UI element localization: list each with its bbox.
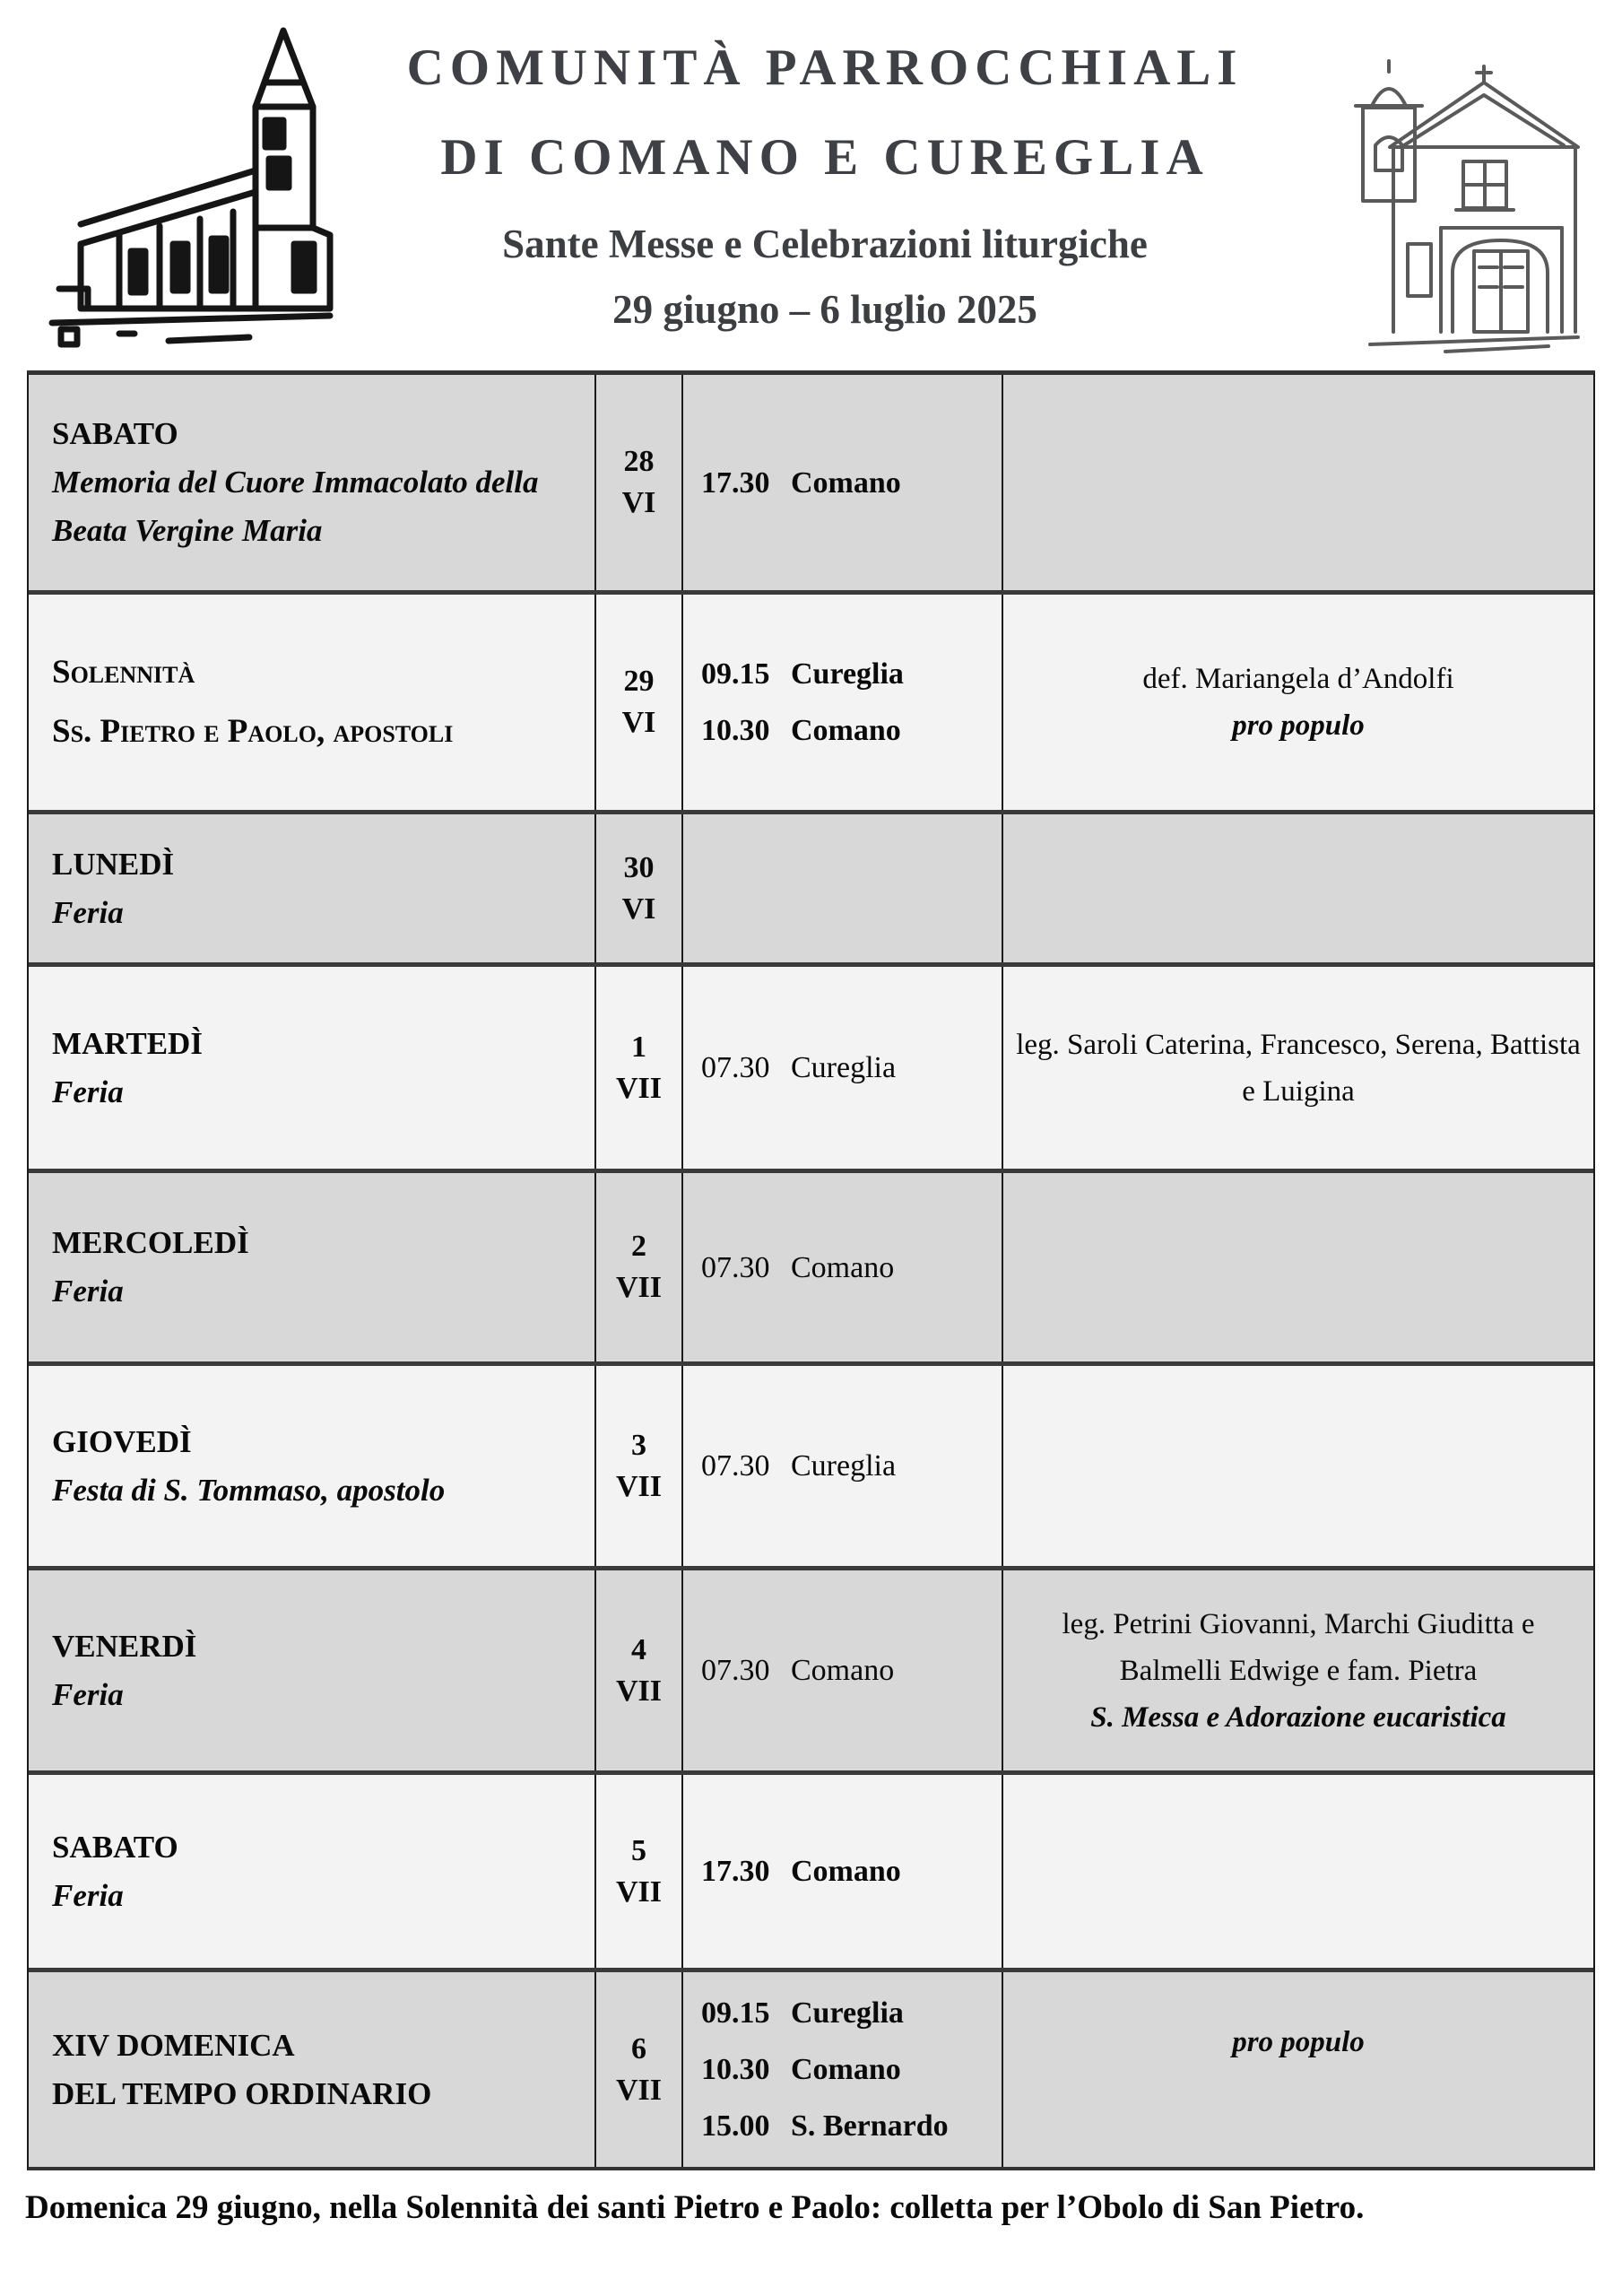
mass-line: 07.30 Comano — [701, 1250, 895, 1284]
date-number: 4 — [631, 1632, 646, 1666]
feast-name: DEL TEMPO ORDINARIO — [52, 2075, 432, 2111]
table-row — [29, 810, 1593, 962]
intention-line: pro populo — [1232, 2026, 1365, 2058]
date-cell — [596, 967, 683, 1169]
date-month: VII — [615, 1271, 663, 1304]
day-cell — [29, 375, 596, 590]
time-cell — [683, 375, 1003, 590]
date-cell — [596, 595, 683, 810]
table-row — [29, 590, 1593, 810]
mass-line: 07.30 Comano — [701, 1654, 895, 1687]
mass-line: 07.30 Cureglia — [701, 1449, 897, 1483]
intention-cell — [1003, 375, 1593, 590]
table-row — [29, 1566, 1593, 1770]
table-row — [29, 375, 1593, 590]
day-cell — [29, 1366, 596, 1566]
intention-cell — [1003, 1972, 1593, 2167]
time-cell — [683, 1366, 1003, 1566]
date-month: VI — [621, 891, 656, 926]
date-number: 1 — [631, 1030, 646, 1064]
day-cell — [29, 1972, 596, 2167]
mass-line: 09.15 Cureglia — [701, 657, 904, 691]
date-month: VI — [621, 486, 656, 519]
day-cell — [29, 1173, 596, 1361]
feast-name: Feria — [52, 1676, 124, 1712]
date-number: 28 — [623, 445, 655, 478]
date-month: VII — [615, 1674, 663, 1708]
date-cell — [596, 1173, 683, 1361]
feast-name: Memoria del Cuore Immacolato della Beata Vergine Maria — [52, 465, 539, 548]
time-cell — [683, 967, 1003, 1169]
date-cell — [596, 1972, 683, 2167]
intention-cell — [1003, 814, 1593, 962]
table-row — [29, 1770, 1593, 1968]
mass-line: 09.15 Cureglia — [701, 1996, 904, 2030]
day-name: Solennità — [52, 654, 195, 691]
day-cell — [29, 1570, 596, 1770]
day-cell — [29, 595, 596, 810]
date-cell — [596, 1366, 683, 1566]
feast-name: Feria — [52, 1877, 124, 1913]
time-cell — [683, 595, 1003, 810]
bulletin-header — [350, 23, 1300, 203]
date-month: VII — [615, 2073, 663, 2107]
date-number: 3 — [631, 1428, 646, 1462]
date-number: 2 — [631, 1230, 646, 1263]
feast-name: Ss. Pietro e Paolo, apostoli — [52, 713, 454, 750]
mass-line: 10.30 Comano — [701, 714, 901, 747]
time-cell — [683, 814, 1003, 962]
date-number: 29 — [623, 665, 655, 698]
mass-line: 10.30 Comano — [701, 2053, 901, 2086]
date-month: VII — [615, 1071, 663, 1105]
feast-name: Festa di S. Tommaso, apostolo — [52, 1472, 446, 1508]
mass-line: 15.00 S. Bernardo — [701, 2109, 949, 2143]
day-cell — [29, 967, 596, 1169]
intention-cell — [1003, 1173, 1593, 1361]
time-cell — [683, 1173, 1003, 1361]
date-month: VII — [615, 1874, 663, 1909]
day-cell — [29, 1775, 596, 1968]
date-month: VII — [615, 1469, 663, 1503]
time-cell — [683, 1972, 1003, 2167]
feast-name: Feria — [52, 894, 124, 930]
subtitle-masses: Sante Messe e Celebrazioni liturgiche — [502, 222, 1148, 266]
intention-line: pro populo — [1232, 709, 1365, 742]
subtitle-date-range: 29 giugno – 6 luglio 2025 — [612, 287, 1037, 332]
day-name: GIOVEDÌ — [52, 1423, 192, 1459]
intention-cell — [1003, 967, 1593, 1169]
mass-line: 17.30 Comano — [701, 1855, 901, 1888]
day-name: XIV DOMENICA — [52, 2027, 295, 2063]
mass-line: 07.30 Cureglia — [701, 1051, 897, 1084]
intention-line: leg. Petrini Giovanni, Marchi Giuditta e Balmelli Edwige e fam. Pietra — [1062, 1607, 1535, 1687]
date-cell — [596, 375, 683, 590]
church-facade-sketch-image — [1338, 56, 1607, 359]
table-row — [29, 1169, 1593, 1361]
day-name: SABATO — [52, 1829, 178, 1865]
mass-line: 17.30 Comano — [701, 465, 901, 500]
time-cell — [683, 1570, 1003, 1770]
footer-collection-note: Domenica 29 giugno, nella Solennità dei santi Pietro e Paolo: colletta per l’Obolo di San Pietro. — [25, 2189, 1365, 2226]
date-cell — [596, 1570, 683, 1770]
table-row — [29, 962, 1593, 1169]
feast-name: Feria — [52, 1074, 124, 1109]
church-steeple-sketch-image — [34, 20, 350, 353]
day-name: LUNEDÌ — [52, 846, 175, 882]
time-cell — [683, 1775, 1003, 1968]
date-number: 6 — [631, 2031, 646, 2066]
intention-cell — [1003, 595, 1593, 810]
intention-line: leg. Saroli Caterina, Francesco, Serena, Battista e Luigina — [1016, 1028, 1581, 1108]
day-name: MARTEDÌ — [52, 1025, 203, 1061]
day-name: MERCOLEDÌ — [52, 1225, 249, 1260]
date-number: 30 — [623, 850, 655, 884]
intention-cell — [1003, 1775, 1593, 1968]
page-title-line1: COMUNITÀ PARROCCHIALI — [406, 39, 1244, 96]
table-row — [29, 1361, 1593, 1566]
intention-line: S. Messa e Adorazione eucaristica — [1090, 1700, 1506, 1734]
day-name: SABATO — [52, 416, 178, 451]
day-cell — [29, 814, 596, 962]
page-title-line2: DI COMANO E CUREGLIA — [440, 129, 1210, 186]
date-cell — [596, 1775, 683, 1968]
mass-schedule-table — [27, 370, 1595, 2170]
bulletin-subtitle — [350, 212, 1300, 343]
feast-name: Feria — [52, 1274, 124, 1309]
date-cell — [596, 814, 683, 962]
intention-cell — [1003, 1366, 1593, 1566]
date-number: 5 — [631, 1833, 646, 1867]
day-name: VENERDÌ — [52, 1628, 197, 1664]
table-row — [29, 1968, 1593, 2167]
intention-cell — [1003, 1570, 1593, 1770]
date-month: VI — [621, 706, 656, 739]
intention-line: def. Mariangela d’Andolfi — [1142, 663, 1454, 695]
